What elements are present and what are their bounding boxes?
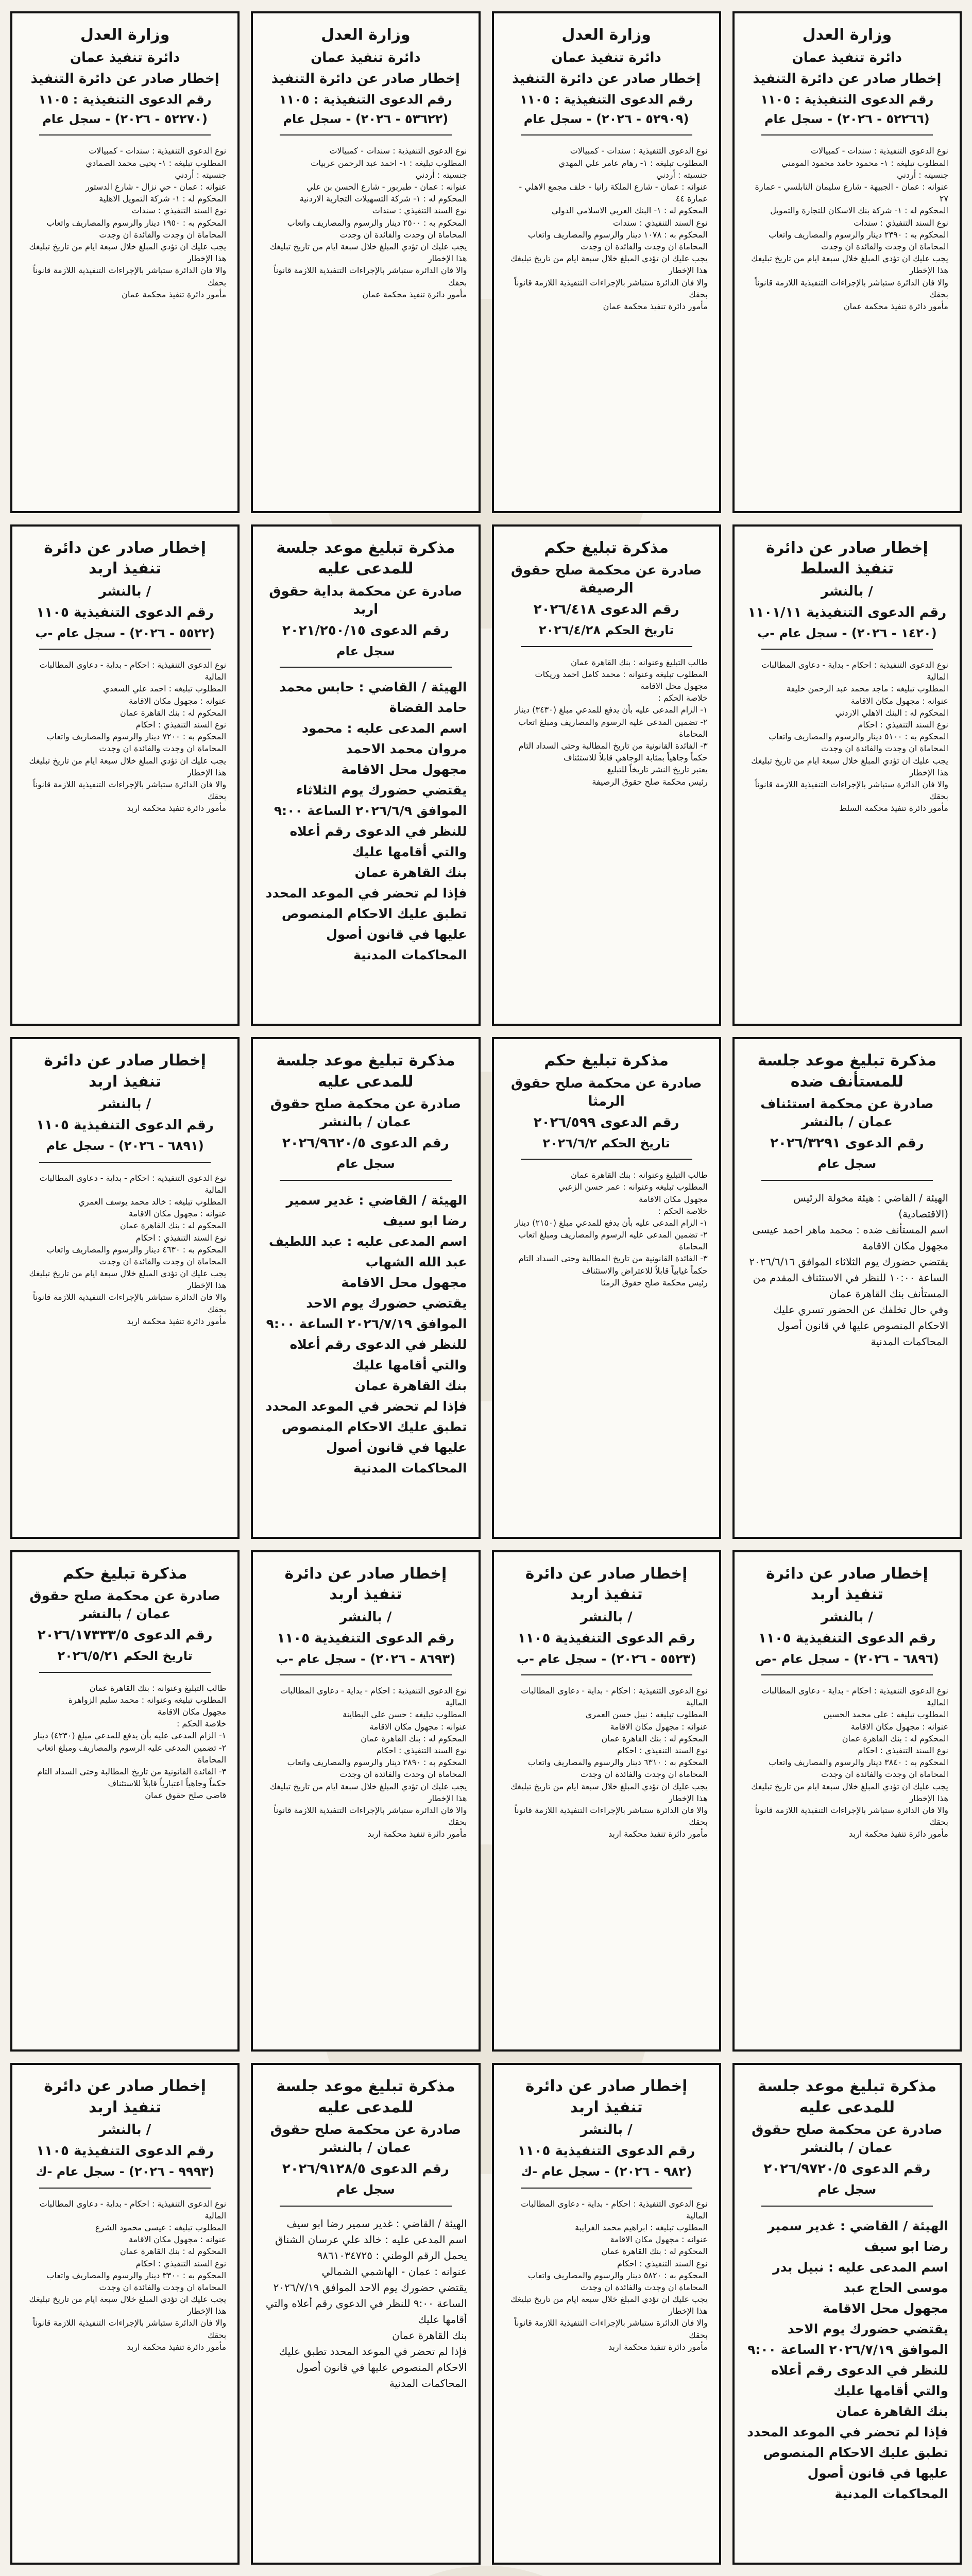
notice-header-line: (١٤٢٠ - ٢٠٢٦) - سجل عام -ب xyxy=(757,625,937,640)
notice-header-line: صادرة عن محكمة بداية حقوق اربد xyxy=(269,583,463,617)
notice-header-line: (٨٦٩٣ - ٢٠٢٦) - سجل عام -ب xyxy=(276,1651,456,1666)
notice-title: إخطار صادر عن دائرة تنفيذ اربد xyxy=(44,538,206,578)
notice-header-line: رقم الدعوى ٢٠٢٦/٥٩٩ xyxy=(533,1114,679,1130)
divider xyxy=(39,1162,211,1163)
notice-body: الهيئة / القاضي : حابس محمد حامد القضاة اسم المدعى عليه : محمود مروان محمد الاحمد مجهول محل الاقامة يقتضي حضورك يوم الثلاثاء الموافق ٢٠٢٦/٦/٩ الساعة ٩:٠٠ للنظر في الدعوى رقم أعلاه والتي أقامها عليك بنك القاهرة عمان فإذا لم تحضر في الموعد المحدد تطبق عليك الاحكام المنصوص عليها في قانون أصول المحاكمات المدنية xyxy=(265,680,467,963)
notice-header-line: صادرة عن محكمة صلح حقوق عمان / بالنشر xyxy=(29,1588,220,1622)
notice-hearing xyxy=(251,2063,480,2565)
notice-title: وزارة العدل xyxy=(561,26,651,44)
notice-header-line: رقم الدعوى التنفيذية : ١١٠٥ xyxy=(760,92,934,107)
notice-title: إخطار صادر عن دائرة تنفيذ اربد xyxy=(284,1564,447,1603)
notice-header-line: صادرة عن محكمة صلح حقوق عمان / بالنشر xyxy=(270,2122,462,2156)
divider xyxy=(280,2206,451,2207)
divider xyxy=(39,134,211,135)
notice-header-line: / بالنشر xyxy=(821,1609,873,1625)
notice-body: الهيئة / القاضي : غدير سمير رضا ابو سيف اسم المدعى عليه : خالد علي عرسان الشناق يحمل الرقم الوطني : ٩٨٦١٠٣٤٧٢٥ عنوانه : عمان - الهاشمي الشمالي يقتضي حضورك يوم الاحد الموافق ٢٠٢٦/٧/١٩ الساعة ٩:٠٠ للنظر في الدعوى رقم أعلاه والتي أقامها عليك بنك القاهرة عمان فإذا لم تحضر في الموعد المحدد تطبق عليك الاحكام المنصوص عليها في قانون أصول المحاكمات المدنية xyxy=(265,2217,467,2389)
notice-header-line: رقم الدعوى ٢٠٢٦/٣٢٩١ xyxy=(770,1136,924,1151)
notice-header-line: رقم الدعوى التنفيذية ١١٠٥ xyxy=(36,1117,214,1133)
notice-header-line: / بالنشر xyxy=(821,583,873,599)
notice-title: مذكرة تبليغ موعد جلسة للمدعى عليه xyxy=(276,2077,455,2116)
notice-header-line: رقم الدعوى التنفيذية ١١٠٥ xyxy=(36,2143,214,2159)
notice-header-line: تاريخ الحكم ٢٠٢٦/٥/٢١ xyxy=(57,1649,193,1664)
notice-enforcement xyxy=(732,524,962,1026)
notice-header-line: رقم الدعوى التنفيذية ١١٠٥ xyxy=(517,1630,695,1646)
notice-header-line: تاريخ الحكم ٢٠٢٦/٦/٢ xyxy=(542,1136,670,1150)
notice-body: نوع الدعوى التنفيذية : احكام - بداية - دعاوى المطالبات المالية المطلوب تبليغه : احمد علي السعدي عنوانه : مجهول مكان الاقامة المحكوم له : بنك القاهرة عمان نوع السند التنفيذي : احكام المحكوم به : ٧٢٠٠ دينار والرسوم والمصاريف واتعاب المحاماة ان وجدت والفائدة ان وجدت يجب عليك ان تؤدي المبلغ خلال سبعة ايام من تاريخ تبليغك هذا الإخطار والا فان الدائرة ستباشر بالإجراءات التنفيذية اللازمة قانوناً بحقك مأمور دائرة تنفيذ محكمة اربد xyxy=(29,660,227,814)
notice-header-line: إخطار صادر عن دائرة التنفيذ xyxy=(753,71,942,87)
divider xyxy=(280,1674,451,1675)
divider xyxy=(39,1672,211,1673)
notice-hearing xyxy=(732,1037,962,1539)
notice-body: طالب التبليغ وعنوانه : بنك القاهرة عمان المطلوب تبليغه وعنوانه : محمد كامل احمد وريكات مجهول محل الاقامة خلاصة الحكم : ١- الزام المدعى عليه بأن يدفع للمدعي مبلغ (٣٤٣٠) دينار ٢- تضمين المدعى عليه الرسوم والمصاريف ومبلغ اتعاب المحاماة ٣- الفائدة القانونية من تاريخ المطالبة وحتى السداد التام حكماً وجاهياً بمثابة الوجاهي قابلاً للاستئناف يعتبر تاريخ النشر تاريخاً للتبليغ رئيس محكمة صلح حقوق الرصيفة xyxy=(515,657,708,787)
notice-header-line: / بالنشر xyxy=(99,583,151,599)
notice-header-line: سجل عام xyxy=(817,1157,877,1172)
notice-hearing xyxy=(251,1037,480,1539)
notice-body: نوع الدعوى التنفيذية : احكام - بداية - دعاوى المطالبات المالية المطلوب تبليغه : ابراهيم محمد الغرايبة عنوانه : مجهول مكان الاقامة المحكوم له : بنك القاهرة عمان نوع السند التنفيذي : احكام المحكوم به : ٥٨٢٠ دينار والرسوم والمصاريف واتعاب المحاماة ان وجدت والفائدة ان وجدت يجب عليك ان تؤدي المبلغ خلال سبعة ايام من تاريخ تبليغك هذا الإخطار والا فان الدائرة ستباشر بالإجراءات التنفيذية اللازمة قانوناً بحقك مأمور دائرة تنفيذ محكمة اربد xyxy=(510,2198,708,2352)
notice-header-line: رقم الدعوى ٢٠٢٦/٤١٨ xyxy=(533,602,679,618)
notice-title: مذكرة تبليغ موعد جلسة للمدعى عليه xyxy=(276,1052,455,1091)
notice-body: نوع الدعوى التنفيذية : احكام - بداية - دعاوى المطالبات المالية المطلوب تبليغه : علي محمد الحسين عنوانه : مجهول مكان الاقامة المحكوم له : بنك القاهرة عمان نوع السند التنفيذي : احكام المحكوم به : ٣٨٤٠ دينار والرسوم والمصاريف واتعاب المحاماة ان وجدت والفائدة ان وجدت يجب عليك ان تؤدي المبلغ خلال سبعة ايام من تاريخ تبليغك هذا الإخطار والا فان الدائرة ستباشر بالإجراءات التنفيذية اللازمة قانوناً بحقك مأمور دائرة تنفيذ محكمة اربد xyxy=(751,1686,948,1839)
notice-enforcement xyxy=(10,524,240,1026)
notice-header-line: صادرة عن محكمة صلح حقوق الرمثا xyxy=(510,1075,702,1109)
notice-header-line: صادرة عن محكمة استئناف عمان / بالنشر xyxy=(760,1096,934,1130)
notice-header-line: رقم الدعوى ٢٠٢٦/١٧٣٣٣/٥ xyxy=(37,1628,213,1643)
notice-header-line: (٥٣٦٢٢ - ٢٠٢٦) - سجل عام xyxy=(283,112,449,127)
notice-header-line: سجل عام xyxy=(817,2182,877,2197)
divider xyxy=(521,1674,692,1675)
notice-title: وزارة العدل xyxy=(80,26,170,44)
notice-header-line: إخطار صادر عن دائرة التنفيذ xyxy=(512,71,701,87)
notice-title: وزارة العدل xyxy=(802,26,892,44)
notice-header-line: رقم الدعوى التنفيذية ١١٠٥ xyxy=(36,604,214,620)
notice-title: مذكرة تبليغ حكم xyxy=(544,1052,669,1070)
notice-body: الهيئة / القاضي : هيئة مخولة الرئيس (الاقتصادية) اسم المستأنف ضده : محمد ماهر احمد عيسى مجهول مكان الاقامة يقتضي حضورك يوم الثلاثاء الموافق ٢٠٢٦/٦/١٦ الساعة ١٠:٠٠ للنظر في الاستئناف المقدم من المستأنف بنك القاهرة عمان وفي حال تخلفك عن الحضور تسري عليك الاحكام المنصوص عليها في قانون أصول المحاكمات المدنية xyxy=(749,1191,948,1348)
notice-header-line: صادرة عن محكمة صلح حقوق عمان / بالنشر xyxy=(270,1096,462,1130)
notice-body: الهيئة / القاضي : غدير سمير رضا ابو سيف اسم المدعى عليه : عبد اللطيف عبد الله الشهاب مجهول محل الاقامة يقتضي حضورك يوم الاحد الموافق ٢٠٢٦/٧/١٩ الساعة ٩:٠٠ للنظر في الدعوى رقم أعلاه والتي أقامها عليك بنك القاهرة عمان فإذا لم تحضر في الموعد المحدد تطبق عليك الاحكام المنصوص عليها في قانون أصول المحاكمات المدنية xyxy=(265,1192,467,1476)
divider xyxy=(39,649,211,650)
notice-header-line: دائرة تنفيذ عمان xyxy=(70,49,180,65)
notice-hearing xyxy=(732,2063,962,2565)
notice-ministry xyxy=(10,11,240,513)
notice-body: نوع الدعوى التنفيذية : احكام - بداية - دعاوى المطالبات المالية المطلوب تبليغه : عيسى محمود الشرع عنوانه : مجهول مكان الاقامة المحكوم له : بنك القاهرة عمان نوع السند التنفيذي : احكام المحكوم به : ٣٣٠٠ دينار والرسوم والمصاريف واتعاب المحاماة ان وجدت والفائدة ان وجدت يجب عليك ان تؤدي المبلغ خلال سبعة ايام من تاريخ تبليغك هذا الإخطار والا فان الدائرة ستباشر بالإجراءات التنفيذية اللازمة قانوناً بحقك مأمور دائرة تنفيذ محكمة اربد xyxy=(29,2198,227,2352)
notice-body: طالب التبليغ وعنوانه : بنك القاهرة عمان المطلوب تبليغه وعنوانه : محمد سليم الزواهرة مجهول مكان الاقامة خلاصة الحكم : ١- الزام المدعى عليه بأن يدفع للمدعي مبلغ (٤٢٣٠) دينار ٢- تضمين المدعى عليه الرسوم والمصاريف ومبلغ اتعاب المحاماة ٣- الفائدة القانونية من تاريخ المطالبة وحتى السداد التام حكماً وجاهياً اعتبارياً قابلاً للاستئناف قاضي صلح حقوق عمان xyxy=(33,1683,227,1801)
notice-header-line: (٩٨٢ - ٢٠٢٦) - سجل عام -ك xyxy=(521,2164,692,2179)
notice-header-line: (٥٥٢٣ - ٢٠٢٦) - سجل عام -ب xyxy=(516,1651,696,1666)
notice-header-line: إخطار صادر عن دائرة التنفيذ xyxy=(30,71,219,87)
divider xyxy=(280,667,451,668)
notice-header-line: (٥٢٢٦٦ - ٢٠٢٦) - سجل عام xyxy=(764,112,930,127)
notice-ministry xyxy=(732,11,962,513)
notice-body: نوع الدعوى التنفيذية : احكام - بداية - دعاوى المطالبات المالية المطلوب تبليغه : حسن علي البطاينة عنوانه : مجهول مكان الاقامة المحكوم له : بنك القاهرة عمان نوع السند التنفيذي : احكام المحكوم به : ٢٨٩٠ دينار والرسوم والمصاريف واتعاب المحاماة ان وجدت والفائدة ان وجدت يجب عليك ان تؤدي المبلغ خلال سبعة ايام من تاريخ تبليغك هذا الإخطار والا فان الدائرة ستباشر بالإجراءات التنفيذية اللازمة قانوناً بحقك مأمور دائرة تنفيذ محكمة اربد xyxy=(269,1686,467,1839)
notice-body: نوع الدعوى التنفيذية : احكام - بداية - دعاوى المطالبات المالية المطلوب تبليغه : نبيل حسن العمري عنوانه : مجهول مكان الاقامة المحكوم له : بنك القاهرة عمان نوع السند التنفيذي : احكام المحكوم به : ٦٣١٠ دينار والرسوم والمصاريف واتعاب المحاماة ان وجدت والفائدة ان وجدت يجب عليك ان تؤدي المبلغ خلال سبعة ايام من تاريخ تبليغك هذا الإخطار والا فان الدائرة ستباشر بالإجراءات التنفيذية اللازمة قانوناً بحقك مأمور دائرة تنفيذ محكمة اربد xyxy=(510,1686,708,1839)
notice-header-line: (٦٨٩١ - ٢٠٢٦) - سجل عام xyxy=(46,1139,204,1154)
notice-body: نوع الدعوى التنفيذية : سندات - كمبيالات المطلوب تبليغه : ١- احمد عبد الرحمن عربيات جنسيته : أردني عنوانه : عمان - طبربور - شارع الحسن بن علي المحكوم له : ١- شركة التسهيلات التجارية الاردنية نوع السند التنفيذي : سندات المحكوم به : ٢٥٠٠ دينار والرسوم والمصاريف واتعاب المحاماة ان وجدت والفائدة ان وجدت يجب عليك ان تؤدي المبلغ خلال سبعة ايام من تاريخ تبليغك هذا الإخطار والا فان الدائرة ستباشر بالإجراءات التنفيذية اللازمة قانوناً بحقك مأمور دائرة تنفيذ محكمة عمان xyxy=(269,146,467,299)
notice-title: إخطار صادر عن دائرة تنفيذ السلط xyxy=(766,538,928,578)
notice-header-line: سجل عام xyxy=(336,643,395,658)
notice-enforcement xyxy=(732,1550,962,2052)
notice-header-line: إخطار صادر عن دائرة التنفيذ xyxy=(271,71,460,87)
notice-header-line: سجل عام xyxy=(336,2182,395,2197)
notice-header-line: / بالنشر xyxy=(99,2122,151,2138)
divider xyxy=(761,2206,933,2207)
notice-header-line: سجل عام xyxy=(336,1157,395,1172)
notice-body: طالب التبليغ وعنوانه : بنك القاهرة عمان المطلوب تبليغه وعنوانه : عمر حسن الزعبي مجهول مكان الاقامة خلاصة الحكم : ١- الزام المدعى عليه بأن يدفع للمدعي مبلغ (٢١٥٠) دينار ٢- تضمين المدعى عليه الرسوم والمصاريف ومبلغ اتعاب المحاماة ٣- الفائدة القانونية من تاريخ المطالبة وحتى السداد التام حكماً غيابياً قابلاً للاعتراض والاستئناف رئيس محكمة صلح حقوق الرمثا xyxy=(515,1170,708,1287)
divider xyxy=(521,2188,692,2189)
notice-judgment xyxy=(492,1037,721,1539)
notice-header-line: / بالنشر xyxy=(580,1609,633,1625)
notice-header-line: رقم الدعوى التنفيذية ١١٠٥ xyxy=(277,1630,455,1646)
notice-body: نوع الدعوى التنفيذية : سندات - كمبيالات المطلوب تبليغه : ١- يحيى محمد الصمادي جنسيته : أردني عنوانه : عمان - حي نزال - شارع الدستور المحكوم له : ١- شركة التمويل الاهلية نوع السند التنفيذي : سندات المحكوم به : ١٩٥٠ دينار والرسوم والمصاريف واتعاب المحاماة ان وجدت والفائدة ان وجدت يجب عليك ان تؤدي المبلغ خلال سبعة ايام من تاريخ تبليغك هذا الإخطار والا فان الدائرة ستباشر بالإجراءات التنفيذية اللازمة قانوناً بحقك مأمور دائرة تنفيذ محكمة عمان xyxy=(29,146,227,299)
notice-body: نوع الدعوى التنفيذية : سندات - كمبيالات المطلوب تبليغه : ١- محمود حامد محمود المومني جنسيته : أردني عنوانه : عمان - الجبيهة - شارع سليمان النابلسي - عمارة ٢٧ المحكوم له : ١- شركة بنك الاسكان للتجارة والتمويل نوع السند التنفيذي : سندات المحكوم به : ٢٣٩٠ دينار والرسوم والمصاريف واتعاب المحاماة ان وجدت والفائدة ان وجدت يجب عليك ان تؤدي المبلغ خلال سبعة ايام من تاريخ تبليغك هذا الإخطار والا فان الدائرة ستباشر بالإجراءات التنفيذية اللازمة قانوناً بحقك مأمور دائرة تنفيذ محكمة عمان xyxy=(751,146,948,311)
notice-ministry xyxy=(492,11,721,513)
notice-header-line: رقم الدعوى التنفيذية : ١١٠٥ xyxy=(520,92,693,107)
divider xyxy=(521,646,692,647)
divider xyxy=(761,649,933,650)
notice-header-line: دائرة تنفيذ عمان xyxy=(551,49,661,65)
notice-body: الهيئة / القاضي : غدير سمير رضا ابو سيف اسم المدعى عليه : نبيل بدر موسى الحاج عبد مجهول محل الاقامة يقتضي حضورك يوم الاحد الموافق ٢٠٢٦/٧/١٩ الساعة ٩:٠٠ للنظر في الدعوى رقم أعلاه والتي أقامها عليك بنك القاهرة عمان فإذا لم تحضر في الموعد المحدد تطبق عليك الاحكام المنصوص عليها في قانون أصول المحاكمات المدنية xyxy=(747,2218,948,2501)
notice-header-line: رقم الدعوى ٢٠٢٦/٩١٢٨/٥ xyxy=(282,2161,449,2177)
notice-title: مذكرة تبليغ موعد جلسة للمدعى عليه xyxy=(276,538,455,578)
notice-enforcement xyxy=(10,2063,240,2565)
notice-header-line: دائرة تنفيذ عمان xyxy=(311,49,421,65)
divider xyxy=(280,134,451,135)
notice-header-line: / بالنشر xyxy=(99,1096,151,1112)
notice-body: نوع الدعوى التنفيذية : سندات - كمبيالات المطلوب تبليغه : ١- رهام عامر علي المهدي جنسيته : أردني عنوانه : عمان - شارع الملكة رانيا - خلف مجمع الاهلي - عمارة ٤٤ المحكوم له : ١- البنك العربي الاسلامي الدولي نوع السند التنفيذي : سندات المحكوم به : ١٠٧٨ دينار والرسوم والمصاريف واتعاب المحاماة ان وجدت والفائدة ان وجدت يجب عليك ان تؤدي المبلغ خلال سبعة ايام من تاريخ تبليغك هذا الإخطار والا فان الدائرة ستباشر بالإجراءات التنفيذية اللازمة قانوناً بحقك مأمور دائرة تنفيذ محكمة عمان xyxy=(510,146,708,311)
notice-header-line: رقم الدعوى ٢٠٢٦/٩٧٢٠/٥ xyxy=(763,2161,931,2177)
notice-title: مذكرة تبليغ حكم xyxy=(62,1564,187,1583)
notice-header-line: رقم الدعوى التنفيذية : ١١٠٥ xyxy=(38,92,212,107)
notice-enforcement xyxy=(492,2063,721,2565)
notice-header-line: / بالنشر xyxy=(339,1609,392,1625)
notice-header-line: رقم الدعوى التنفيذية ١١٠٥ xyxy=(758,1630,936,1646)
divider xyxy=(280,1180,451,1181)
notice-title: إخطار صادر عن دائرة تنفيذ اربد xyxy=(44,2077,206,2116)
notice-header-line: (٥٥٢٢ - ٢٠٢٦) - سجل عام -ب xyxy=(35,625,215,640)
notice-body: نوع الدعوى التنفيذية : احكام - بداية - دعاوى المطالبات المالية المطلوب تبليغه : ماجد محمد عبد الرحمن خليفة عنوانه : مجهول مكان الاقامة المحكوم له : البنك الاهلي الاردني نوع السند التنفيذي : احكام المحكوم به : ٥١٠٠ دينار والرسوم والمصاريف واتعاب المحاماة ان وجدت والفائدة ان وجدت يجب عليك ان تؤدي المبلغ خلال سبعة ايام من تاريخ تبليغك هذا الإخطار والا فان الدائرة ستباشر بالإجراءات التنفيذية اللازمة قانوناً بحقك مأمور دائرة تنفيذ محكمة السلط xyxy=(751,660,948,814)
notice-header-line: صادرة عن محكمة صلح حقوق الرصيفة xyxy=(510,563,702,597)
notice-header-line: (٦٨٩٦ - ٢٠٢٦) - سجل عام -ص xyxy=(755,1651,939,1666)
divider xyxy=(521,1159,692,1160)
notice-judgment xyxy=(492,524,721,1026)
notice-header-line: رقم الدعوى ٢٠٢٦/٩٦٢٠/٥ xyxy=(282,1136,449,1151)
notice-title: إخطار صادر عن دائرة تنفيذ اربد xyxy=(525,2077,688,2116)
divider xyxy=(39,2188,211,2189)
notice-header-line: / بالنشر xyxy=(580,2122,633,2138)
notice-judgment xyxy=(10,1550,240,2052)
notice-header-line: رقم الدعوى التنفيذية ١١٠٥ xyxy=(517,2143,695,2159)
notice-title: إخطار صادر عن دائرة تنفيذ اربد xyxy=(44,1052,206,1091)
notice-enforcement xyxy=(251,1550,480,2052)
notice-ministry xyxy=(251,11,480,513)
notice-header-line: صادرة عن محكمة صلح حقوق عمان / بالنشر xyxy=(752,2122,943,2156)
notice-header-line: (٩٩٩٣ - ٢٠٢٦) - سجل عام -ك xyxy=(36,2164,214,2179)
notice-enforcement xyxy=(492,1550,721,2052)
divider xyxy=(521,134,692,135)
notice-header-line: رقم الدعوى التنفيذية : ١١٠٥ xyxy=(279,92,452,107)
notice-title: إخطار صادر عن دائرة تنفيذ اربد xyxy=(766,1564,928,1603)
divider xyxy=(761,134,933,135)
notice-enforcement xyxy=(10,1037,240,1539)
notice-header-line: رقم الدعوى ٢٠٢١/٢٥٠/١٥ xyxy=(282,622,449,638)
notice-hearing xyxy=(251,524,480,1026)
notice-title: وزارة العدل xyxy=(321,26,411,44)
notice-body: نوع الدعوى التنفيذية : احكام - بداية - دعاوى المطالبات المالية المطلوب تبليغه : خالد محمد يوسف العمري عنوانه : مجهول مكان الاقامة المحكوم له : بنك القاهرة عمان نوع السند التنفيذي : احكام المحكوم به : ٤٦٣٠ دينار والرسوم والمصاريف واتعاب المحاماة ان وجدت والفائدة ان وجدت يجب عليك ان تؤدي المبلغ خلال سبعة ايام من تاريخ تبليغك هذا الإخطار والا فان الدائرة ستباشر بالإجراءات التنفيذية اللازمة قانوناً بحقك مأمور دائرة تنفيذ محكمة اربد xyxy=(29,1173,227,1326)
notice-title: إخطار صادر عن دائرة تنفيذ اربد xyxy=(525,1564,688,1603)
notice-header-line: رقم الدعوى التنفيذية ١١٠١/١١ xyxy=(747,604,947,620)
notice-header-line: تاريخ الحكم ٢٠٢٦/٤/٢٨ xyxy=(539,623,674,638)
notice-title: مذكرة تبليغ موعد جلسة للمدعى عليه xyxy=(757,2077,937,2116)
notice-title: مذكرة تبليغ حكم xyxy=(544,538,669,557)
divider xyxy=(761,1674,933,1675)
divider xyxy=(761,1180,933,1181)
notice-title: مذكرة تبليغ موعد جلسة للمستأنف ضده xyxy=(757,1052,937,1091)
notice-header-line: دائرة تنفيذ عمان xyxy=(792,49,902,65)
notice-header-line: (٥٢٩٠٩ - ٢٠٢٦) - سجل عام xyxy=(523,112,689,127)
notice-header-line: (٥٢٢٧٠ - ٢٠٢٦) - سجل عام xyxy=(42,112,208,127)
